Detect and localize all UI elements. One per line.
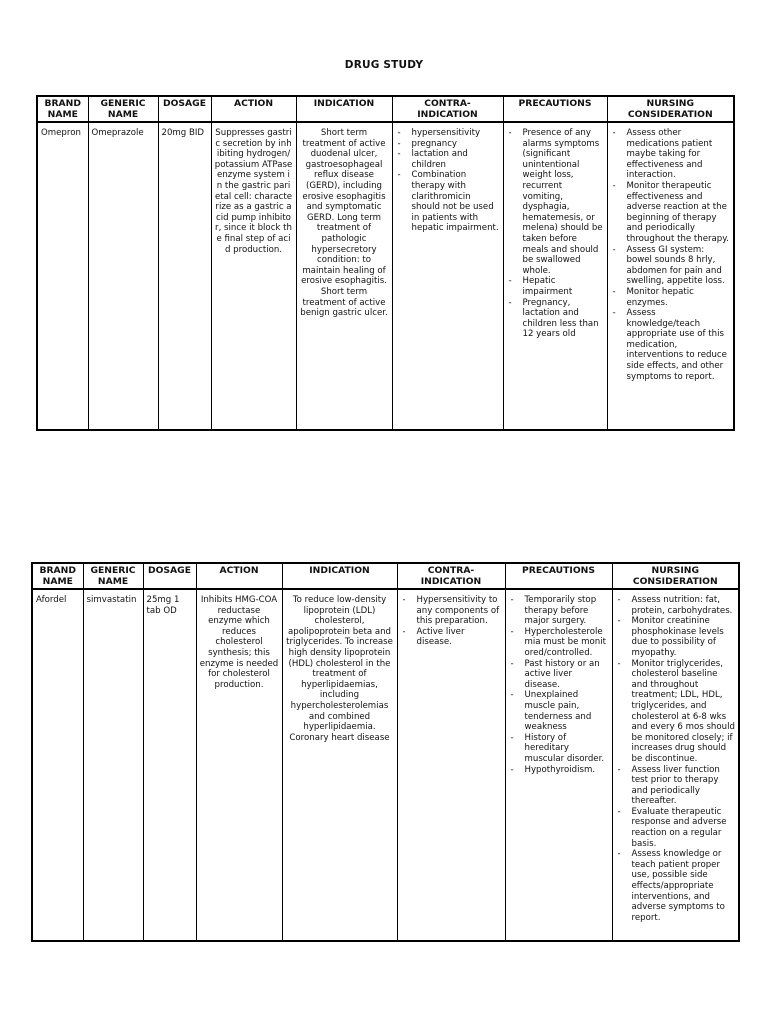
- precautions-list: [507, 128, 604, 340]
- list-item: - Combination therapy with clarithromicin should not be used in patients with hepatic impairment.: [396, 170, 500, 234]
- list-item: - Assess nutrition: fat, protein, carbohydrates.: [616, 595, 736, 616]
- generic-name-cell: Omeprazole: [88, 122, 158, 430]
- header-indication: INDICATION: [296, 96, 392, 122]
- generic-name-cell: simvastatin: [83, 589, 143, 941]
- header-precautions: PRECAUTIONS: [503, 96, 607, 122]
- precautions-list: [509, 595, 609, 775]
- list-item: - Unexplained muscle pain, tenderness and weakness: [509, 690, 609, 732]
- nursing-consideration-cell: [612, 589, 739, 941]
- header-generic-name: GENERIC NAME: [83, 563, 143, 589]
- header-dosage: DOSAGE: [143, 563, 196, 589]
- header-precautions: PRECAUTIONS: [505, 563, 612, 589]
- table-row: [32, 589, 739, 941]
- table-row: [37, 122, 734, 430]
- header-action: ACTION: [196, 563, 282, 589]
- action-cell: Suppresses gastric secretion by inhibiting hydrogen/potassium ATPase enzyme system in the gastric parietal cell: characterize as a gastric acid pump inhibitor, since it block the final step of acid production.: [211, 122, 296, 430]
- page-title: DRUG STUDY: [344, 59, 424, 71]
- header-nursing-consideration: NURSING CONSIDERATION: [607, 96, 734, 122]
- nursing-list: [611, 128, 731, 382]
- list-item: - Assess GI system: bowel sounds 8 hrly, abdomen for pain and swelling, appetite loss.: [611, 245, 731, 287]
- precautions-cell: [505, 589, 612, 941]
- action-cell: Inhibits HMG-COA reductase enzyme which reduces cholesterol synthesis; this enzyme is needed for cholesterol production.: [196, 589, 282, 941]
- nursing-consideration-cell: [607, 122, 734, 430]
- list-item: - Hepatic impairment: [507, 276, 604, 297]
- list-item: - Hypersensitivity to any components of this preparation.: [401, 595, 502, 627]
- list-item: - Presence of any alarms symptoms (significant unintentional weight loss, recurrent vomiting, dysphagia, hematemesis, or melena) should be taken before meals and should be swallowed whole.: [507, 128, 604, 276]
- list-item: - Temporarily stop therapy before major surgery.: [509, 595, 609, 627]
- contraindication-cell: [397, 589, 505, 941]
- header-dosage: DOSAGE: [158, 96, 211, 122]
- list-item: - Monitor creatinine phosphokinase levels due to possibility of myopathy.: [616, 616, 736, 658]
- list-item: - Active liver disease.: [401, 627, 502, 648]
- table-header-row: [32, 563, 739, 589]
- brand-name-cell: Omepron: [37, 122, 88, 430]
- list-item: - Monitor hepatic enzymes.: [611, 287, 731, 308]
- drug-table-omeprazole: [36, 95, 735, 431]
- list-item: - Monitor therapeutic effectiveness and adverse reaction at the beginning of therapy and periodically throughout the therapy.: [611, 181, 731, 245]
- indication-cell: To reduce low-density lipoprotein (LDL) cholesterol, apolipoprotein beta and triglycerides. To increase high density lipoprotein (HDL) cholesterol in the treatment of hyperlipidaemias, including hypercholesterolemias and combined hyperlipidaemia. Coronary heart disease: [282, 589, 397, 941]
- list-item: - Hypothyroidism.: [509, 765, 609, 776]
- list-item: - pregnancy: [396, 139, 500, 150]
- contraindication-list: [401, 595, 502, 648]
- contraindication-cell: [392, 122, 503, 430]
- list-item: - lactation and children: [396, 149, 500, 170]
- list-item: - hypersensitivity: [396, 128, 500, 139]
- list-item: - Assess knowledge/teach appropriate use of this medication, interventions to reduce side effects, and other symptoms to report.: [611, 308, 731, 382]
- list-item: - Past history or an active liver disease.: [509, 659, 609, 691]
- header-generic-name: GENERIC NAME: [88, 96, 158, 122]
- dosage-cell: 25mg 1 tab OD: [143, 589, 196, 941]
- brand-name-cell: Afordel: [32, 589, 83, 941]
- list-item: - Monitor triglycerides, cholesterol baseline and throughout treatment; LDL, HDL, triglycerides, and cholesterol at 6-8 wks and every 6 mos should be monitored closely; if increases drug should be discontinue.: [616, 659, 736, 765]
- header-indication: INDICATION: [282, 563, 397, 589]
- header-brand-name: BRAND NAME: [37, 96, 88, 122]
- list-item: - Pregnancy, lactation and children less than 12 years old: [507, 298, 604, 340]
- list-item: - History of hereditary muscular disorder.: [509, 733, 609, 765]
- header-action: ACTION: [211, 96, 296, 122]
- indication-cell: Short term treatment of active duodenal ulcer, gastroesophageal reflux disease (GERD), including erosive esophagitis and symptomatic GERD. Long term treatment of pathologic hypersecretory condition: to maintain healing of erosive esophagitis. Short term treatment of active benign gastric ulcer.: [296, 122, 392, 430]
- precautions-cell: [503, 122, 607, 430]
- header-contraindication: CONTRA-INDICATION: [392, 96, 503, 122]
- contraindication-list: [396, 128, 500, 234]
- dosage-cell: 20mg BID: [158, 122, 211, 430]
- header-brand-name: BRAND NAME: [32, 563, 83, 589]
- list-item: - Assess other medications patient maybe taking for effectiveness and interaction.: [611, 128, 731, 181]
- list-item: - Hypercholesterolemia must be monitored/controlled.: [509, 627, 609, 659]
- header-nursing-consideration: NURSING CONSIDERATION: [612, 563, 739, 589]
- list-item: - Assess knowledge or teach patient proper use, possible side effects/appropriate interventions, and adverse symptoms to report.: [616, 849, 736, 923]
- nursing-list: [616, 595, 736, 923]
- list-item: - Assess liver function test prior to therapy and periodically thereafter.: [616, 765, 736, 807]
- header-contraindication: CONTRA-INDICATION: [397, 563, 505, 589]
- drug-table-simvastatin: [31, 562, 740, 942]
- table-header-row: [37, 96, 734, 122]
- list-item: - Evaluate therapeutic response and adverse reaction on a regular basis.: [616, 807, 736, 849]
